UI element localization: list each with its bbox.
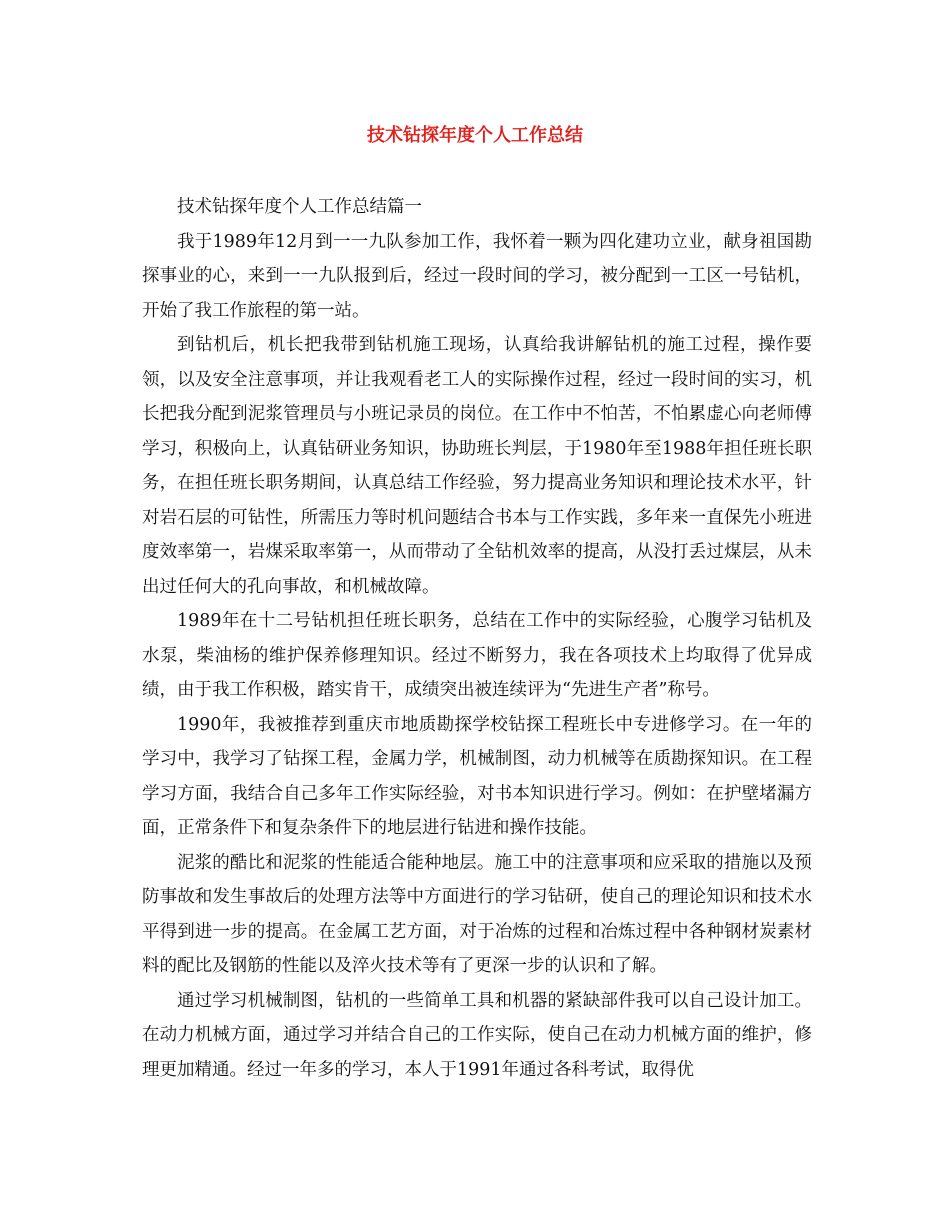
paragraph: 1989年在十二号钻机担任班长职务，总结在工作中的实际经验，心腹学习钻机及水泵，柴油杨的维护保养修理知识。经过不断努力，我在各项技术上均取得了优异成绩，由于我工作积极，踏实肯干，成绩突出被连续评为“先进生产者”称号。 <box>142 611 812 700</box>
paragraph: 我于1989年12月到一一九队参加工作，我怀着一颗为四化建功立业，献身祖国勘探事业的心，来到一一九队报到后，经过一段时间的学习，被分配到一工区一号钻机，开始了我工作旅程的第一站。 <box>142 231 812 321</box>
paragraph: 1990年，我被推荐到重庆市地质勘探学校钻探工程班长中专进修学习。在一年的学习中，我学习了钻探工程，金属力学，机械制图，动力机械等在质勘探知识。在工程学习方面，我结合自己多年工作实际经验，对书本知识进行学习。例如：在护壁堵漏方面，正常条件下和复杂条件下的地层进行钻进和操作技能。 <box>142 714 812 838</box>
document-title: 技术钻探年度个人工作总结 <box>367 125 583 146</box>
paragraph: 到钻机后，机长把我带到钻机施工现场，认真给我讲解钻机的施工过程，操作要领，以及安全注意事项，并让我观看老工人的实际操作过程，经过一段时间的实习，机长把我分配到泥浆管理员与小班记录员的岗位。在工作中不怕苦，不怕累虚心向老师傅学习，积极向上，认真钻研业务知识，协助班长判层，于1980年至1988年担任班长职务，在担任班长职务期间，认真总结工作经验，努力提高业务知识和理论技术水平，针对岩石层的可钻性，所需压力等时机问题结合书本与工作实践，多年来一直保先小班进度效率第一，岩煤采取率第一，从而带动了全钻机效率的提高，从没打丢过煤层，从未出过任何大的孔向事故，和机械故障。 <box>142 335 812 597</box>
paragraph: 泥浆的酷比和泥浆的性能适合能种地层。施工中的注意事项和应采取的措施以及预防事故和发生事故后的处理方法等中方面进行的学习钻研，使自己的理论知识和技术水平得到进一步的提高。在金属工艺方面，对于冶炼的过程和冶炼过程中各种钢材炭素材料的配比及钢筋的性能以及淬火技术等有了更深一步的认识和了解。 <box>142 852 812 976</box>
paragraph: 通过学习机械制图，钻机的一些简单工具和机器的紧缺部件我可以自己设计加工。在动力机械方面，通过学习并结合自己的工作实际，使自己在动力机械方面的维护，修理更加精通。经过一年多的学习，本人于1991年通过各科考试，取得优 <box>142 990 812 1080</box>
section-heading: 技术钻探年度个人工作总结篇一 <box>177 197 422 217</box>
document-body <box>142 190 812 1087</box>
